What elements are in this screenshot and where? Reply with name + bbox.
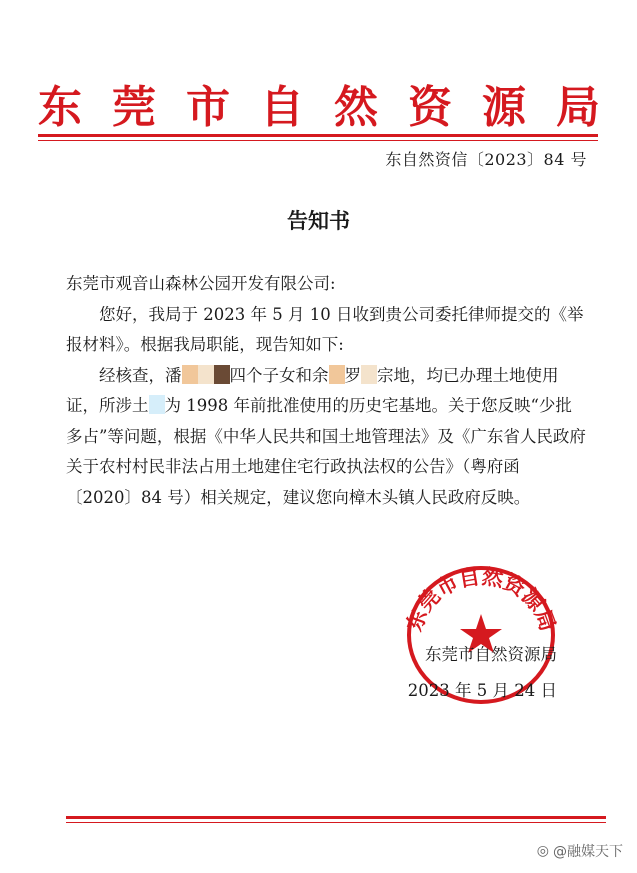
footer-divider-thick — [66, 816, 606, 819]
agency-header-title — [38, 78, 600, 133]
redaction-mosaic — [198, 365, 214, 384]
notice-title: 告知书 — [287, 209, 350, 233]
signature-date: 2023 年 5 月 24 日 — [407, 681, 557, 700]
footer-divider-thin — [66, 822, 606, 823]
redaction-mosaic — [361, 365, 377, 384]
header-char: 源 — [482, 82, 526, 133]
notice-body — [66, 269, 586, 513]
findings-text-a: 经核查，潘 — [99, 365, 182, 385]
watermark — [537, 841, 623, 861]
watermark-logo-icon: ◎ — [536, 843, 549, 859]
document-number: 东自然资信〔2023〕84 号 — [385, 150, 587, 169]
redaction-mosaic — [182, 365, 198, 384]
redaction-mosaic — [214, 365, 230, 384]
seal-text: 东莞市自然资源局 — [402, 564, 560, 635]
header-char: 自 — [260, 82, 304, 133]
watermark-text: @融媒天下 — [553, 844, 623, 860]
findings-text-d: 宗地，均已办理土地使用证，所涉土 — [66, 365, 559, 415]
addressee: 东莞市观音山森林公园开发有限公司: — [66, 274, 336, 293]
header-char: 局 — [556, 82, 600, 133]
signature-org: 东莞市自然资源局 — [425, 645, 557, 664]
header-char: 资 — [408, 82, 452, 133]
header-divider-thick — [38, 134, 598, 137]
header-char: 市 — [186, 82, 230, 133]
header-char: 莞 — [112, 82, 156, 133]
findings-text-c: 罗 — [344, 365, 361, 385]
paragraph-intro: 您好，我局于 2023 年 5 月 10 日收到贵公司委托律师提交的《举报材料》。根据我局职能，现告知如下: — [66, 304, 584, 354]
findings-text-e: 为 1998 年前批准使用的历史宅基地。关于您反映“少批多占”等问题，根据《中华人民共和国土地管理法》及《广东省人民政府关于农村村民非法占用土地建住宅行政执法权的公告》（粤府函〔2020〕84 号）相关规定，建议您向樟木头镇人民政府反映。 — [66, 396, 586, 507]
header-divider-thin — [38, 140, 598, 141]
header-char: 东 — [38, 82, 82, 133]
signature-block — [408, 637, 557, 709]
redaction-mosaic — [149, 395, 165, 414]
paragraph-findings — [66, 361, 586, 514]
findings-text-b: 四个子女和余 — [229, 365, 329, 385]
redaction-mosaic — [329, 365, 345, 384]
header-char: 然 — [334, 82, 378, 133]
